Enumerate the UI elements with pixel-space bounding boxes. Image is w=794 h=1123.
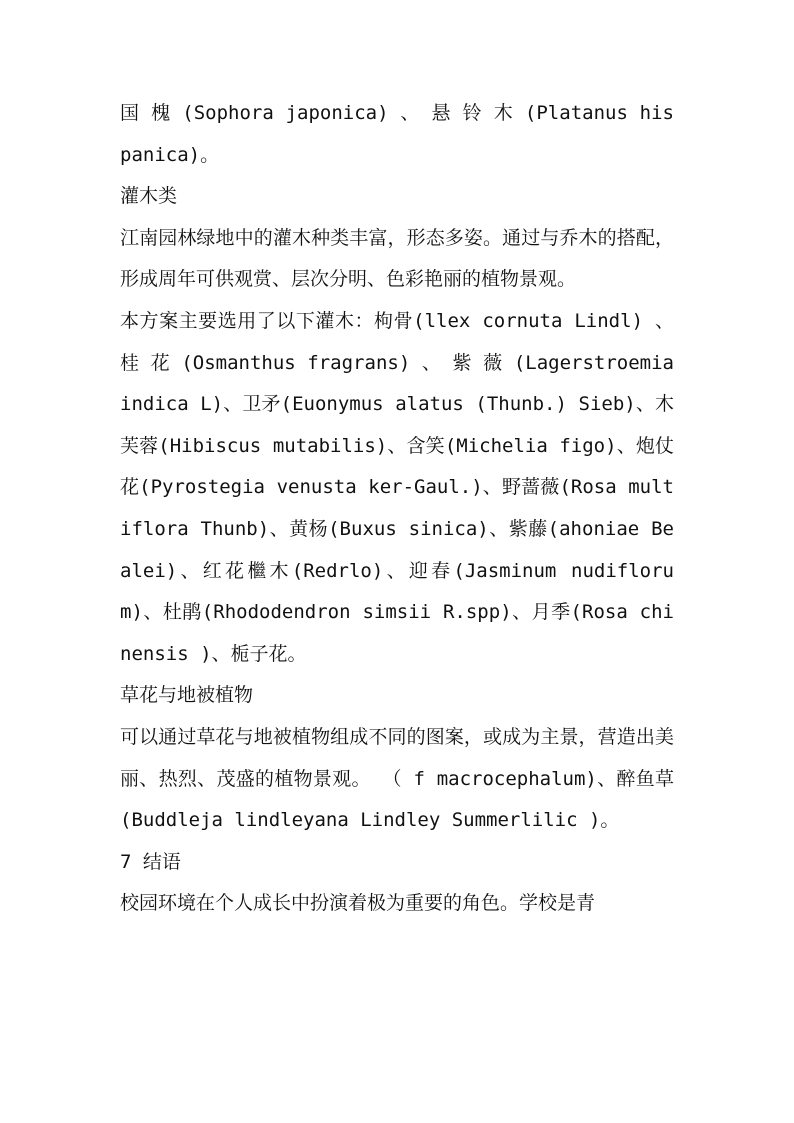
paragraph-trees-end: 国 槐 (Sophora japonica) 、 悬 铃 木 (Platanus hispanica)。 (120, 102, 674, 166)
heading-shrubs: 灌木类 (120, 185, 178, 208)
paragraph-conclusion: 校园环境在个人成长中扮演着极为重要的角色。学校是青 (120, 892, 596, 915)
paragraph-shrubs-intro: 江南园林绿地中的灌木种类丰富，形态多姿。通过与乔木的搭配，形成周年可供观赏、层次分明、色彩艳丽的植物景观。 (120, 226, 674, 291)
paragraph-flowers: 可以通过草花与地被植物组成不同的图案，或成为主景，营造出美丽、热烈、茂盛的植物景观。 （ f macrocephalum)、醉鱼草(Buddleja lindleyana Lindley Summerlilic )。 (120, 725, 674, 832)
document-body (120, 93, 674, 925)
heading-conclusion: 7 结语 (120, 850, 181, 873)
paragraph-shrub-list: 本方案主要选用了以下灌木：枸骨(llex cornuta Lindl) 、 桂 花 (Osmanthus fragrans) 、 紫 薇 (Lagerstroemia indica L)、卫矛(Euonymus alatus (Thunb.) Sieb)、木芙蓉(Hibiscus mutabilis)、含笑(Michelia figo)、炮仗花(Pyrostegia venusta ker-Gaul.)、野蔷薇(Rosa multiflora Thunb)、黄杨(Buxus sinica)、紫藤(ahoniae Bealei)、红花檵木(Redrlo)、迎春(Jasminum nudiflorum)、杜鹃(Rhododendron simsii R.spp)、月季(Rosa chinensis )、栀子花。 (120, 309, 674, 665)
heading-flowers-groundcover: 草花与地被植物 (120, 684, 254, 707)
